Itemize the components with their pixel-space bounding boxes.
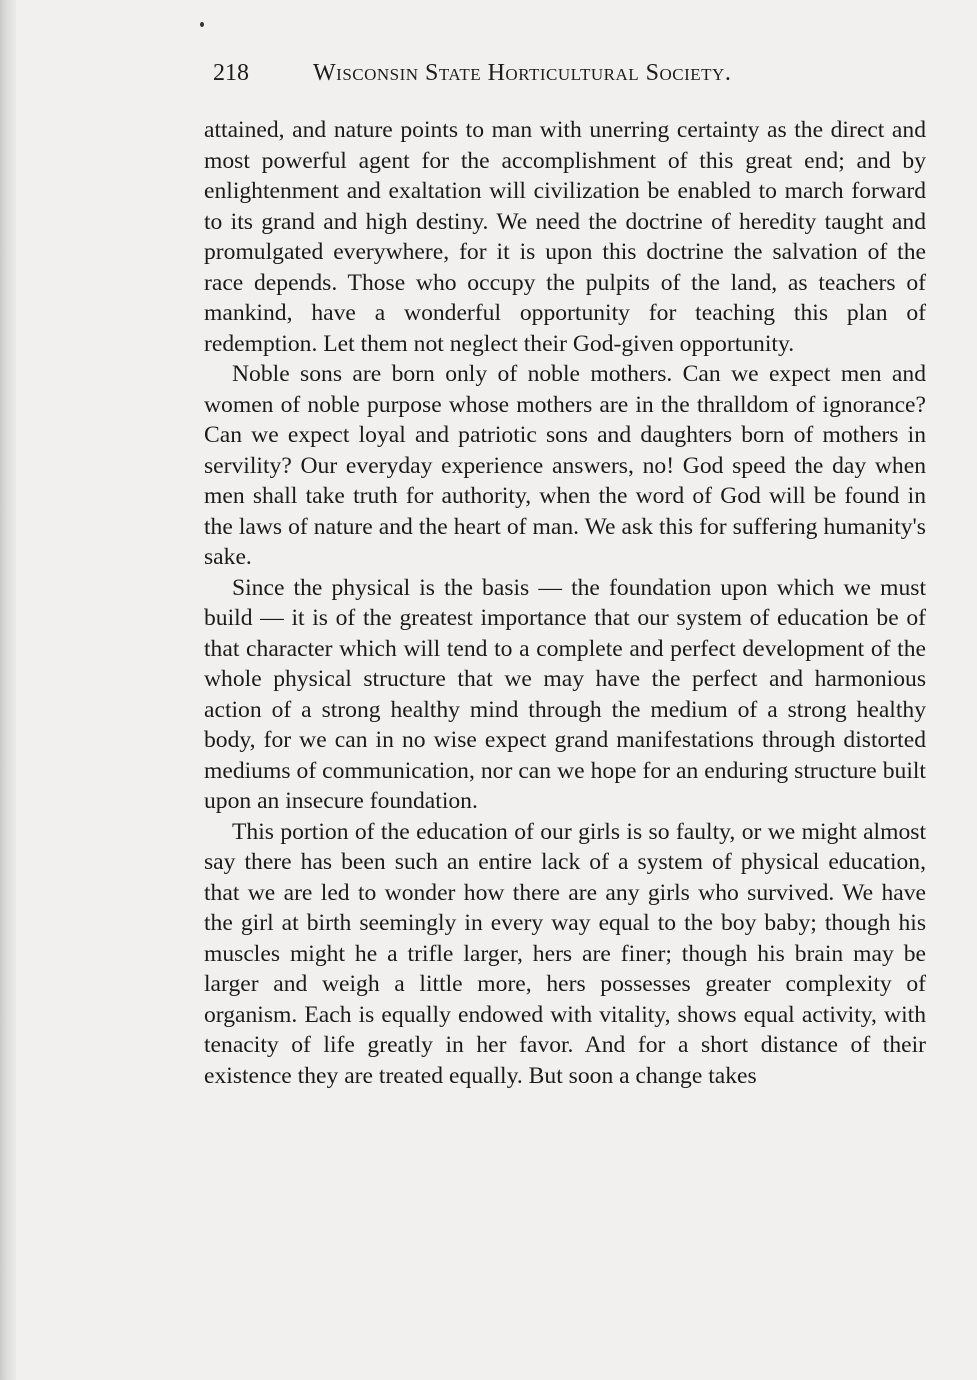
page-header	[213, 60, 853, 96]
paragraph-continued: attained, and nature points to man with unerring certainty as the direct and most powerful agent for the accomplishment of this great end; and by enlightenment and exaltation will civilization be enabled to march forward to its grand and high destiny. We need the doctrine of heredity taught and promulgated everywhere, for it is upon this doctrine the salvation of the race depends. Those who occupy the pulpits of the land, as teachers of mankind, have a wonderful opportunity for teaching this plan of redemption. Let them not neglect their God-given opportunity.	[204, 117, 926, 357]
paragraph: Noble sons are born only of noble mothers. Can we expect men and women of noble purpose whose mothers are in the thralldom of ignorance? Can we expect loyal and patriotic sons and daughters born of mothers in servility? Our everyday experience answers, no! God speed the day when men shall take truth for authority, when the word of God will be found in the laws of nature and the heart of man. We ask this for suffering humanity's sake.	[204, 361, 926, 570]
ink-speck	[200, 22, 204, 27]
paragraph: This portion of the education of our girls is so faulty, or we might almost say there has been such an entire lack of a system of physical education, that we are led to wonder how there are any girls who survived. We have the girl at birth seemingly in every way equal to the boy baby; though his muscles might he a trifle larger, hers are finer; though his brain may be larger and weigh a little more, hers possesses greater complexity of organism. Each is equally endowed with vitality, shows equal activity, with tenacity of life greatly in her favor. And for a short distance of their existence they are treated equally. But soon a change takes	[204, 818, 926, 1089]
paragraph: Since the physical is the basis — the foundation upon which we must build — it is of the greatest importance that our system of education be of that character which will tend to a complete and perfect development of the whole physical structure that we may have the perfect and harmonious action of a strong healthy mind through the medium of a strong healthy body, for we can in no wise expect grand manifestations through distorted mediums of communication, nor can we hope for an enduring structure built upon an insecure foundation.	[204, 574, 926, 814]
page-number: 218	[213, 60, 249, 86]
running-title: Wisconsin State Horticultural Society.	[313, 60, 732, 86]
body-text	[204, 115, 926, 1091]
binding-edge-shadow	[0, 0, 16, 1380]
